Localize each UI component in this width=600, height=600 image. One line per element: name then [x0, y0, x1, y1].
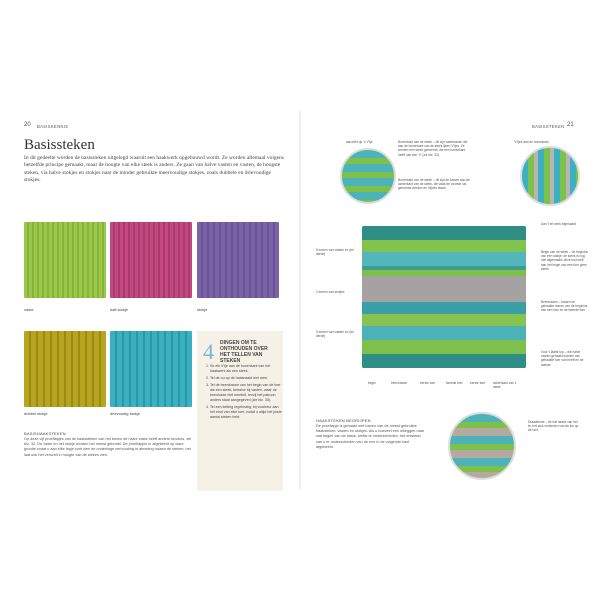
left-label-rows-2: 2 toeren van stokjes [316, 290, 345, 294]
top-note-2: Bovenkant van de steek – dit zijn de lussen aan de achterkant van de steek, die vaak de voorste lus genoemd worden en blijven staan. [398, 178, 470, 191]
left-label-rows-3: 5 toeren van vasten en (tel derde) [316, 330, 354, 339]
top-callout-label: aanzicht op 'n V'tje [346, 140, 373, 144]
tip-item: 4. Tel een ketting regelmatig; bij voorkeur aan het eind van elke toer, zodat u altijd het juiste aantal steken hebt. [210, 405, 282, 420]
bottom-label-6: achterkant van 1 steek [493, 381, 517, 390]
book-gutter [299, 111, 301, 489]
tip-box-list [203, 364, 282, 422]
bottom-label-1: begin [368, 381, 376, 385]
swatch-dubbel-stokje [24, 331, 106, 407]
side-note-1: Aan 't tel werk afgenaard [541, 222, 577, 226]
swatch-dubbel-stokje-label: dubbel stokje [24, 411, 48, 416]
tip-item: 3. Tel de beenlussen van het begin van de toer als een steek, behalve bij vasten, waar de beenlusse niet meetelt, tenzij het patroon anders staat aangegeven (zie blz. 35). [210, 383, 282, 403]
swatch-stokje-label: stokje [197, 307, 208, 312]
section-heading-haaksteken-begrijpen: HAAKSTEKEN BEGRIJPEN [316, 418, 371, 423]
swatch-drievoudig-stokje [110, 331, 192, 407]
swatch-vaste-label: vaste [24, 307, 34, 312]
left-running-header: BASISKENNIS [37, 124, 69, 129]
crochet-sample-photo [362, 226, 526, 368]
left-label-rows-1: 5 toeren van vasten en (tel derde) [316, 248, 354, 257]
swatch-vaste [24, 222, 106, 298]
bottom-label-2: beenlussen [391, 381, 408, 385]
right-running-header: BASISSTEKEN [532, 124, 565, 129]
detail-circle-top-right [520, 146, 580, 206]
tip-item: 2. Tel de ou op de haaknaald niet mee. [210, 376, 282, 381]
side-note-3: Beenlussen – tussen de gehaakte toeren van de beginlus van een toer en de tweede toer. [541, 300, 588, 313]
right-page-number: 21 [567, 122, 574, 128]
swatch-stokje [197, 222, 279, 298]
section-heading-basishaaksteken: BASISHAAKSTEKEN [24, 431, 66, 436]
bottom-label-3: eerste toer [420, 381, 436, 385]
side-note-2: Begin van de steek – de beginlus van een stokje; de steek is nog niet afgemaakt; deze lus heeft aan het begin van een toer geen steek. [541, 250, 588, 271]
swatch-half-stokje [110, 222, 192, 298]
section-text-basishaaksteken: Op deze vijf proeflapjes van de basissteken van het boven de halve vaste heeft andere functies, zie blz. 32. De vaste en het stokje worden het meest gebruikt. De proeflapjes in afgebeeld op ware grootte zodat u aan elke lapje kunt zien de onderlinge verhouding in afmeting tussen de steken; het laat ook het verschil in hoogte van de steken zien. [24, 437, 192, 457]
page-title: Basissteken [24, 137, 95, 153]
side-note-4: Voor 't laatst top – die halve vasten gehaakt worden van gehaakte toer van heeft en de laatste. [541, 350, 584, 367]
intro-paragraph: In dit gedeelte worden de basissteken uitgelegd waaruit een haakwerk opgebouwd wordt. Ze worden allemaal volgens hetzelfde principe gemaakt, maar de hoogte van elke steek is anders. Ze gaan van halve vasten en vasten, de hoogste steken, via halve stokjes en stokjes naar de minder gebruikte meervoudige stokjes, zoals dubbele en drievoudige stokjes. [24, 155, 284, 184]
tip-box [197, 331, 283, 491]
tip-box-number: 4 [203, 339, 214, 364]
bottom-callout: Draadeinde – de hat haaks van het te, het stuk verbinden van de lus op de toer. [528, 420, 579, 433]
swatch-half-stokje-label: half stokje [110, 307, 129, 312]
top-note-1: Bovenkant van de steek – dit zijn vastelussen die aan de bovenkant van de steek lijken V'tjes. Ze worden een steek genoemd, die een bovenkant heeft van een 'V' (zie blz. 33). [398, 140, 468, 157]
swatch-drievoudig-stokje-label: drievoudig stokje [110, 411, 141, 416]
bottom-label-4: tweede toer [446, 381, 463, 385]
right-callout-label: 'V'tjes aan de bovenkant [514, 140, 549, 144]
detail-circle-top-left [340, 148, 396, 204]
left-page-number: 20 [24, 122, 31, 128]
section-text-haaksteken-begrijpen: De proeflapje is gehaakt met toeren van de meest gebruikte haaksteken: vasten en stokjes. Als u hoeveel een uitleggen naar wat begint van de basis, welke te onderscheiden, het ontstaan van u te onderscheiden van de ene in de volgende kant afgebeeld. [316, 424, 425, 449]
tip-box-title: DINGEN OM TE ONTHOUDEN OVER HET TELLEN VAN STEKEN [220, 340, 268, 364]
tip-item: 1. Se elk V'tje aan de bovenkant van het haakwerk als een steek. [210, 364, 282, 374]
bottom-label-5: eerste toer [470, 381, 486, 385]
detail-circle-bottom [448, 412, 516, 480]
